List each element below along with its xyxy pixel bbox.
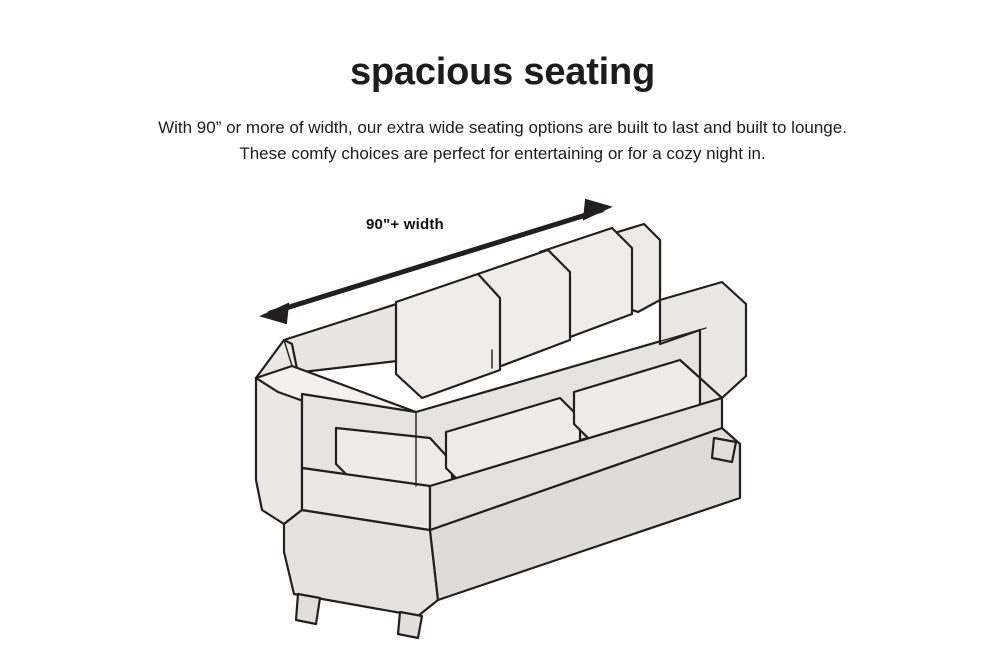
page-title: spacious seating xyxy=(349,51,656,93)
description-text xyxy=(0,115,1005,168)
description-line-2: These comfy choices are perfect for entertaining or for a cozy night in. xyxy=(239,144,766,164)
sofa-illustration xyxy=(240,180,780,640)
dimension-label: 90"+ width xyxy=(366,216,444,233)
description-line-1: With 90” or more of width, our extra wide seating options are built to last and built to lounge. xyxy=(158,118,847,137)
sofa-body xyxy=(256,224,746,638)
